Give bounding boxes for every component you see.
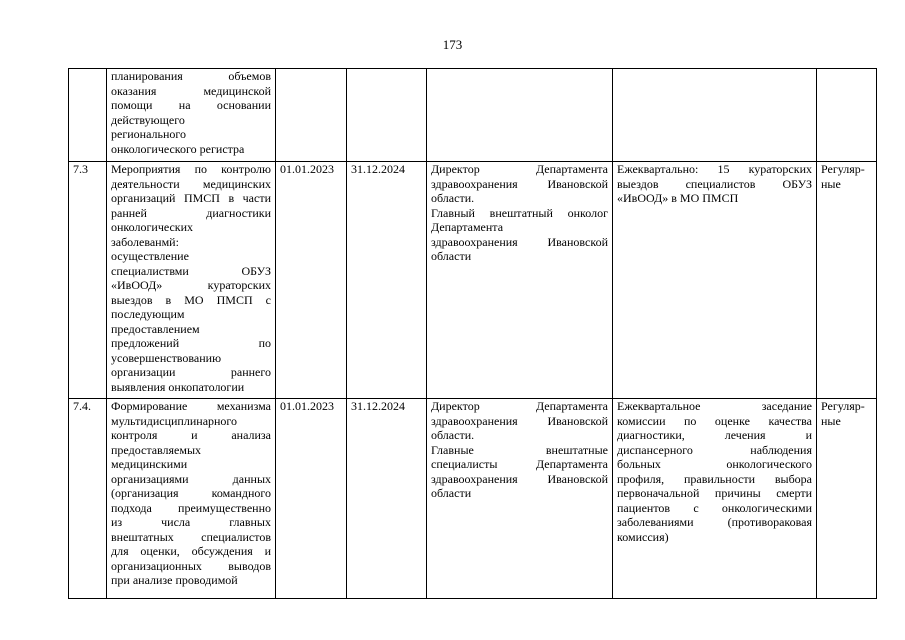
start-date-cell — [276, 69, 347, 162]
activity-cell-line: (организация командного — [111, 486, 271, 500]
activity-cell-line: организаций ПМСП в части — [111, 191, 271, 205]
responsible-cell-line: Директор Департамента — [431, 162, 608, 176]
responsible-cell-line: области — [431, 486, 472, 500]
result-cell — [613, 69, 817, 162]
result-cell-line: профиля, правильности выбора — [617, 471, 812, 486]
responsible-cell-line: здравоохранения Ивановской — [431, 413, 608, 428]
activity-cell — [107, 399, 276, 599]
table-row — [69, 69, 877, 162]
activity-cell-line: организационных выводов — [111, 558, 271, 573]
result-cell-line: Ежеквартально: 15 кураторских — [617, 162, 812, 176]
responsible-cell-line: здравоохранения Ивановской — [431, 234, 608, 249]
page-number: 173 — [442, 37, 463, 52]
start-date-cell: 01.01.2023 — [276, 399, 347, 599]
responsible-cell-line: здравоохранения Ивановской — [431, 176, 608, 191]
responsible-cell-line: области. — [431, 191, 475, 205]
activity-cell-line: «ИвООД» кураторских — [111, 278, 271, 292]
responsible-cell-line: Главный внештатный онколог — [431, 205, 608, 220]
result-cell-line: первоначальной причины смерти — [617, 486, 812, 500]
activity-cell-line: Формирование механизма — [111, 399, 271, 413]
result-cell-line: «ИвООД» в МО ПМСП — [617, 191, 739, 205]
responsible-cell — [427, 162, 613, 399]
result-cell-line: диспансерного наблюдения — [617, 442, 812, 457]
activity-cell-line: регионального — [111, 127, 187, 141]
activity-cell-line: подхода преимущественно — [111, 500, 271, 515]
result-cell — [613, 162, 817, 399]
plan-table — [68, 68, 877, 599]
periodicity-cell-line: ные — [821, 176, 841, 191]
responsible-cell-line: Директор Департамента — [431, 399, 608, 413]
periodicity-cell-line: ные — [821, 413, 841, 428]
activity-cell-line: планирования объемов — [111, 69, 271, 83]
end-date-cell — [347, 69, 427, 162]
activity-cell-line: выявления онкопатологии — [111, 379, 245, 394]
result-cell-line: комиссия) — [617, 529, 669, 544]
activity-cell-line: предложений по — [111, 336, 271, 350]
start-date-cell: 01.01.2023 — [276, 162, 347, 399]
result-cell — [613, 399, 817, 599]
result-cell-line: диагностики, лечения и — [617, 428, 812, 442]
periodicity-cell-line: Регуляр- — [821, 399, 865, 413]
activity-cell-line: осуществление — [111, 249, 189, 263]
result-cell-line: выездов специалистов ОБУЗ — [617, 176, 812, 191]
activity-cell-line: Мероприятия по контролю — [111, 162, 271, 176]
responsible-cell-line: Департамента — [431, 220, 504, 234]
responsible-cell-line: специалисты Департамента — [431, 457, 608, 471]
result-cell-line: Ежеквартальное заседание — [617, 399, 812, 413]
activity-cell-line: онкологического регистра — [111, 141, 245, 156]
activity-cell-line: из числа главных — [111, 515, 271, 529]
periodicity-cell — [817, 399, 877, 599]
periodicity-cell-line: Регуляр- — [821, 162, 865, 176]
responsible-cell-line: области — [431, 249, 472, 263]
responsible-cell — [427, 399, 613, 599]
activity-cell-line: организациями данных — [111, 471, 271, 486]
result-cell-line: больных онкологического — [617, 457, 812, 471]
activity-cell-line: предоставляемых — [111, 442, 202, 457]
periodicity-cell — [817, 69, 877, 162]
activity-cell-line: мультидисциплинарного — [111, 413, 238, 428]
activity-cell-line: заболеванмй: — [111, 234, 179, 249]
responsible-cell-line: области. — [431, 428, 475, 442]
table-row — [69, 162, 877, 399]
responsible-cell-line: здравоохранения Ивановской — [431, 471, 608, 486]
activity-cell-line: контроля и анализа — [111, 428, 271, 442]
activity-cell-line: организации раннего — [111, 365, 271, 379]
activity-cell-line: помощи на основании — [111, 98, 271, 112]
activity-cell-line: ранней диагностики — [111, 205, 271, 220]
activity-cell-line: при анализе проводимой — [111, 573, 238, 587]
activity-cell-line: внештатных специалистов — [111, 529, 271, 544]
activity-cell-line: усовершенствованию — [111, 350, 222, 365]
end-date-cell: 31.12.2024 — [347, 399, 427, 599]
table-row — [69, 399, 877, 599]
end-date-cell: 31.12.2024 — [347, 162, 427, 399]
activity-cell-line: специалиствми ОБУЗ — [111, 263, 271, 278]
activity-cell-line: выездов в МО ПМСП с — [111, 292, 271, 307]
activity-cell-line: медицинскими — [111, 457, 188, 471]
plan-table-body — [69, 69, 877, 599]
periodicity-cell — [817, 162, 877, 399]
result-cell-line: заболеваниями (противораковая — [617, 515, 812, 529]
result-cell-line: комиссии по оценке качества — [617, 413, 812, 428]
item-number-cell: 7.3 — [69, 162, 107, 399]
responsible-cell — [427, 69, 613, 162]
item-number-cell: 7.4. — [69, 399, 107, 599]
activity-cell — [107, 162, 276, 399]
activity-cell-line: предоставлением — [111, 321, 200, 336]
activity-cell-line: действующего — [111, 112, 185, 127]
result-cell-line: пациентов с онкологическими — [617, 500, 812, 515]
item-number-cell — [69, 69, 107, 162]
activity-cell-line: последующим — [111, 307, 185, 321]
activity-cell-line: оказания медицинской — [111, 83, 271, 98]
activity-cell-line: деятельности медицинских — [111, 176, 271, 191]
responsible-cell-line: Главные внештатные — [431, 442, 608, 457]
activity-cell-line: для оценки, обсуждения и — [111, 544, 271, 558]
activity-cell-line: онкологических — [111, 220, 194, 234]
activity-cell — [107, 69, 276, 162]
